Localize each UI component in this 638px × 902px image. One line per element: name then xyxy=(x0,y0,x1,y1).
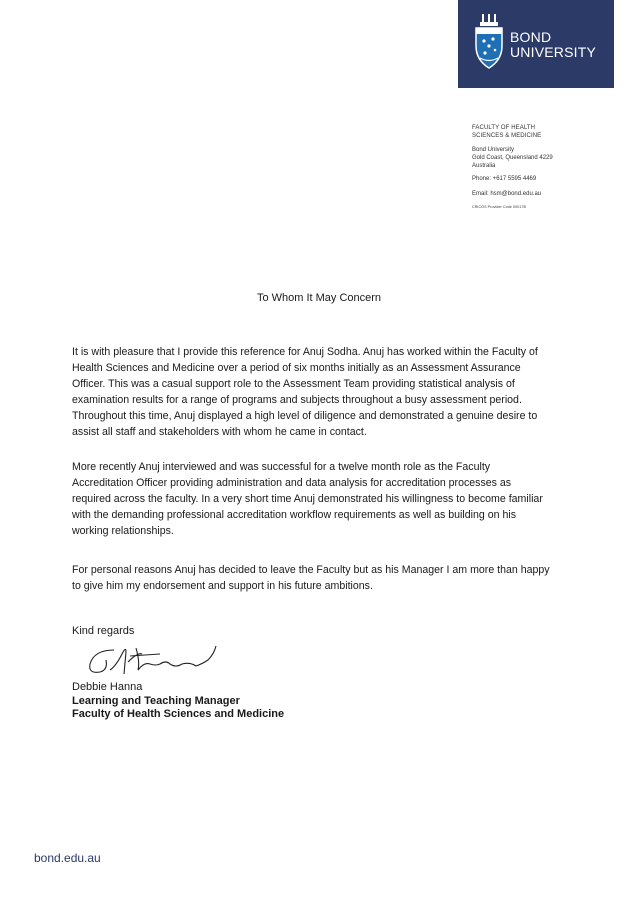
signature-image xyxy=(86,640,246,682)
signer-name: Debbie Hanna xyxy=(72,681,143,693)
footer-website: bond.edu.au xyxy=(34,851,101,865)
address-line3: Australia xyxy=(472,163,496,169)
letter-paragraph-2: More recently Anuj interviewed and was successful for a twelve month role as the Faculty Accreditation Officer providing administration and data analysis for accreditation processes as required across the faculty. In a very short time Anuj demonstrated his willingness to become familiar with the demanding professional accreditation workflow requirements as well as building on his working relationships. xyxy=(72,461,543,537)
cricos-code: CRICOS Provider Code 00017B xyxy=(472,205,527,209)
faculty-contact-block xyxy=(472,124,622,210)
address-line1: Bond University xyxy=(472,147,515,153)
salutation: To Whom It May Concern xyxy=(256,292,382,304)
address-line2: Gold Coast, Queensland 4229 xyxy=(472,155,553,161)
email-address: Email: hsm@bond.edu.au xyxy=(472,191,542,197)
closing: Kind regards xyxy=(72,625,135,637)
letter-paragraph-1: It is with pleasure that I provide this reference for Anuj Sodha. Anuj has worked within the Faculty of Health Sciences and Medicine over a period of six months initially as an Assessment Assurance Officer. This was a casual support role to the Assessment Team providing statistical analysis of examination results for a range of programs and subjects throughout a busy assessment period. Throughout this time, Anuj displayed a high level of diligence and demonstrated a genuine desire to assist all staff and stakeholders with whom he came in contact. xyxy=(72,346,538,438)
phone-number: Phone: +617 5595 4469 xyxy=(472,176,537,182)
letter-paragraph-3: For personal reasons Anuj has decided to leave the Faculty but as his Manager I am more than happy to give him my endorsement and support in his future ambitions. xyxy=(72,564,550,592)
signer-block xyxy=(72,681,284,722)
faculty-name-line2: SCIENCES & MEDICINE xyxy=(472,133,542,139)
logo-text-line2: UNIVERSITY xyxy=(510,44,597,60)
logo-text-line1: BOND xyxy=(510,29,552,45)
signer-faculty: Faculty of Health Sciences and Medicine xyxy=(72,708,285,720)
bond-university-logo xyxy=(458,0,614,88)
signer-title: Learning and Teaching Manager xyxy=(72,694,240,707)
crest-icon xyxy=(472,14,506,70)
faculty-name-line1: FACULTY OF HEALTH xyxy=(472,125,536,131)
